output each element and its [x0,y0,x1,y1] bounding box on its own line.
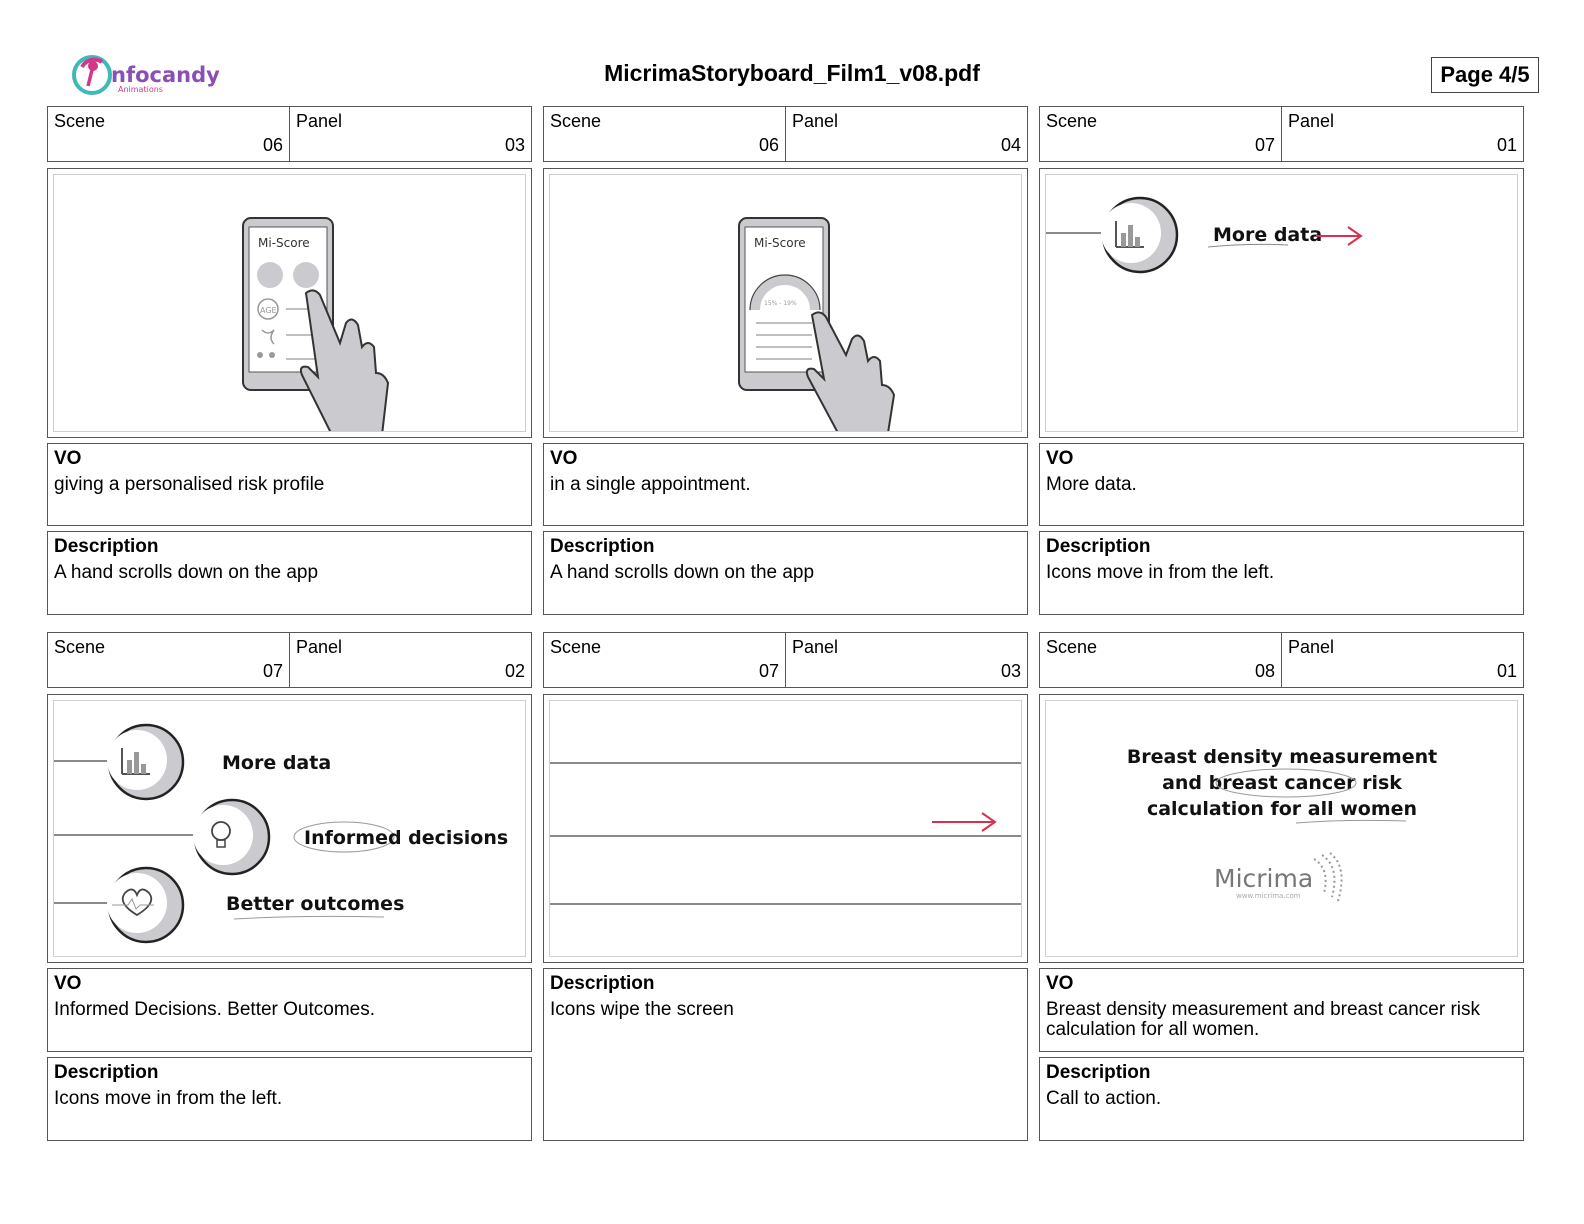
panel-label: Panel [792,637,839,657]
app-dot-icon [293,262,319,288]
scene-panel-row [543,106,1028,162]
scene-cell [544,107,786,161]
phone-sketch [54,175,526,432]
vo-box [47,443,532,526]
vo-text: More data. [1046,474,1137,495]
family-icon [269,352,275,358]
panel-number: 01 [1496,661,1517,681]
data-icon-sketch [1046,175,1518,432]
scene-cell [544,633,786,687]
scene-cell [1040,107,1282,161]
scene-panel-row [1039,632,1524,688]
description-text: A hand scrolls down on the app [54,562,319,583]
panel-label: Panel [1288,637,1335,657]
panel-label: Panel [296,637,343,657]
description-box [543,968,1028,1141]
scene-label: Scene [1046,111,1098,131]
app-title: Mi-Score [754,236,806,250]
document-title: MicrimaStoryboard_Film1_v08.pdf [604,60,980,86]
scene-label: Scene [550,637,602,657]
vo-box [1039,968,1524,1052]
caption-text: More data [1213,224,1323,246]
scene-number: 06 [758,135,779,155]
panel-cell [290,107,531,161]
sketch-frame [543,694,1028,963]
description-label: Description [54,536,159,557]
scene-number: 06 [262,135,283,155]
caption-better-outcomes: Better outcomes [226,893,405,915]
benefits-icons-sketch [54,701,526,957]
scene-panel-row [1039,106,1524,162]
scene-panel-row [47,106,532,162]
panel-number: 01 [1496,135,1517,155]
panel-number: 04 [1000,135,1021,155]
sketch-frame [543,168,1028,438]
panel-cell [786,633,1027,687]
description-text: A hand scrolls down on the app [550,562,815,583]
sketch-frame [47,168,532,438]
scene-cell [48,107,290,161]
panel-number: 02 [504,661,525,681]
cta-line-3: calculation for all women [1146,798,1418,820]
sketch-frame [47,694,532,963]
scene-label: Scene [54,637,106,657]
description-label: Description [550,536,655,557]
age-icon-text: AGE [260,306,277,315]
cta-line-2: and breast cancer risk [1162,772,1402,794]
description-box [1039,1057,1524,1141]
logo-brand-text: nfocandy [111,63,220,87]
vo-text: Breast density measurement and breast cancer risk calculation for all women. [1046,999,1481,1040]
vo-box [543,443,1028,526]
caption-underline [1296,820,1406,823]
panel-cell [1282,633,1523,687]
description-label: Description [550,973,655,994]
family-icon [257,352,263,358]
scene-cell [1040,633,1282,687]
phone-sketch [550,175,1022,432]
scene-number: 07 [262,661,283,681]
description-box [47,531,532,615]
vo-box [1039,443,1524,526]
page-indicator: Page 4/5 [1431,57,1539,93]
panel-cell [786,107,1027,161]
panel-cell [290,633,531,687]
vo-box [47,968,532,1052]
scene-label: Scene [550,111,602,131]
wipe-sketch [550,701,1022,957]
vo-text: in a single appointment. [550,474,751,495]
micrima-url: www.micrima.com [1236,892,1301,900]
gauge-range-text: 15% - 19% [764,300,797,307]
panel-number: 03 [504,135,525,155]
vo-label: VO [1046,973,1074,994]
panel-cell [1282,107,1523,161]
panel-label: Panel [792,111,839,131]
description-label: Description [1046,1062,1151,1083]
sketch-frame [1039,694,1524,963]
description-box [47,1057,532,1141]
app-title: Mi-Score [258,236,310,250]
vo-text: Informed Decisions. Better Outcomes. [54,999,376,1020]
panel-number: 03 [1000,661,1021,681]
micrima-wave-icon [1314,853,1342,901]
vo-text: giving a personalised risk profile [54,474,325,495]
scene-number: 07 [758,661,779,681]
caption-informed-decisions: Informed decisions [304,827,509,849]
vo-label: VO [550,448,578,469]
description-box [543,531,1028,615]
scene-number: 07 [1254,135,1275,155]
description-box [1039,531,1524,615]
caption-more-data: More data [222,752,332,774]
scene-label: Scene [1046,637,1098,657]
vo-label: VO [1046,448,1074,469]
sketch-frame [1039,168,1524,438]
panel-label: Panel [1288,111,1335,131]
scene-panel-row [47,632,532,688]
icon-circle-inner [193,805,253,865]
caption-underline [234,916,384,919]
scene-number: 08 [1254,661,1275,681]
vo-label: VO [54,973,82,994]
description-text: Call to action. [1046,1088,1162,1109]
cta-line-1: Breast density measurement [1126,746,1438,768]
description-label: Description [54,1062,159,1083]
vo-label: VO [54,448,82,469]
description-text: Icons move in from the left. [1046,562,1275,583]
app-dot-icon [257,262,283,288]
description-text: Icons wipe the screen [550,999,734,1020]
call-to-action-sketch [1046,701,1518,957]
panel-label: Panel [296,111,343,131]
scene-panel-row [543,632,1028,688]
scene-cell [48,633,290,687]
description-text: Icons move in from the left. [54,1088,283,1109]
icon-circle-inner [107,873,167,933]
logo-tagline: Animations [118,85,163,94]
micrima-logo-text: Micrima [1214,864,1314,893]
description-label: Description [1046,536,1151,557]
scene-label: Scene [54,111,106,131]
